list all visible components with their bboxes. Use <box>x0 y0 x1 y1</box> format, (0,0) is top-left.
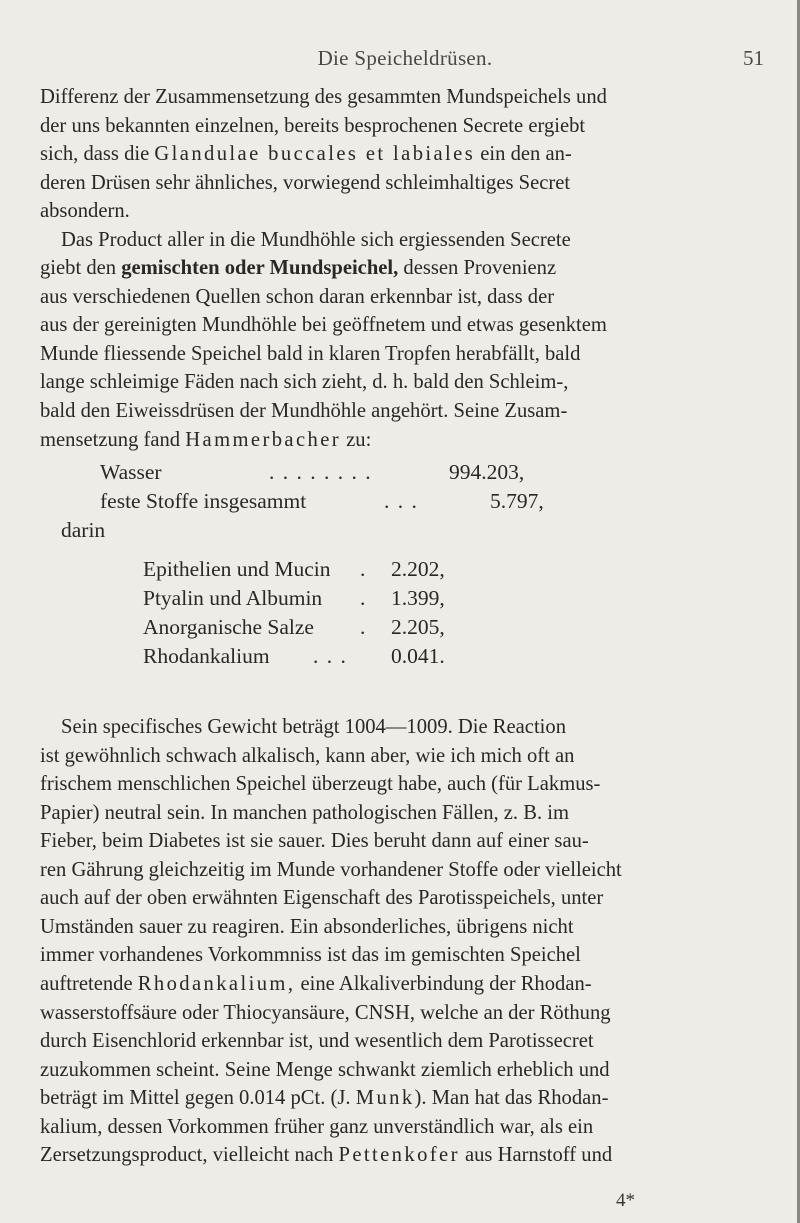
page-number: 51 <box>743 46 764 70</box>
text-line: frischem menschlichen Speichel überzeugt habe, auch (für Lakmus- <box>40 773 601 796</box>
bold-term: gemischten oder Mundspeichel, <box>121 257 399 280</box>
row-value: 0.041. <box>391 644 445 669</box>
author-name: Munk <box>355 1087 415 1110</box>
text-line: ren Gährung gleichzeitig im Munde vorhandener Stoffe oder vielleicht <box>40 858 622 881</box>
row-value: 5.797, <box>490 489 544 514</box>
row-dots: . . . . . . . . <box>269 460 373 485</box>
text-line: aus der gereinigten Mundhöhle bei geöffnetem und etwas gesenktem <box>40 314 607 337</box>
signature-mark: 4* <box>616 1190 635 1211</box>
row-value: 994.203, <box>449 460 525 485</box>
author-name: Pettenkofer <box>338 1144 460 1167</box>
row-label: Epithelien und Mucin <box>143 557 331 582</box>
row-dots: . <box>360 557 366 582</box>
text-line: mensetzung fand Hammerbacher zu: <box>40 428 372 451</box>
text-line: wasserstoffsäure oder Thiocyansäure, CNSH, welche an der Röthung <box>40 1001 611 1024</box>
running-header <box>40 46 770 76</box>
text-line: Munde fliessende Speichel bald in klaren Tropfen herabfällt, bald <box>40 342 581 365</box>
text-line: durch Eisenchlorid erkennbar ist, und wesentlich dem Parotissecret <box>40 1030 594 1053</box>
text-line: Sein specifisches Gewicht beträgt 1004—1009. Die Reaction <box>61 716 566 739</box>
row-dots: . <box>360 586 366 611</box>
spaced-term: Glandulae buccales et labiales <box>154 143 476 166</box>
text-line: zuzukommen scheint. Seine Menge schwankt ziemlich erheblich und <box>40 1058 610 1081</box>
text-line: absondern. <box>40 200 130 223</box>
text-line: immer vorhandenes Vorkommniss ist das im gemischten Speichel <box>40 944 581 967</box>
text-line: bald den Eiweissdrüsen der Mundhöhle angehört. Seine Zusam- <box>40 400 568 423</box>
text-body <box>40 83 766 1170</box>
text-line: auch auf der oben erwähnten Eigenschaft des Parotisspeichels, unter <box>40 887 604 910</box>
running-title: Die Speicheldrüsen. <box>317 46 493 70</box>
row-value: 1.399, <box>391 586 445 611</box>
row-value: 2.202, <box>391 557 445 582</box>
row-dots: . . . <box>313 644 348 669</box>
text-line: beträgt im Mittel gegen 0.014 pCt. (J. Munk). Man hat das Rhodan- <box>40 1087 609 1110</box>
paragraph-1 <box>40 83 766 226</box>
text-line: auftretende Rhodankalium, eine Alkaliverbindung der Rhodan- <box>40 973 592 996</box>
text-line: deren Drüsen sehr ähnliches, vorwiegend schleimhaltiges Secret <box>40 171 571 194</box>
text-line: lange schleimige Fäden nach sich zieht, d. h. bald den Schleim-, <box>40 371 569 394</box>
paragraph-2 <box>40 226 766 454</box>
text-line: giebt den gemischten oder Mundspeichel, dessen Provenienz <box>40 257 557 280</box>
text-line: Umständen sauer zu reagiren. Ein absonderliches, übrigens nicht <box>40 915 574 938</box>
row-dots: . . . <box>384 489 419 514</box>
author-name: Hammerbacher <box>185 428 341 451</box>
text-line: Papier) neutral sein. In manchen pathologischen Fällen, z. B. im <box>40 801 570 824</box>
text-line: Zersetzungsproduct, vielleicht nach Pettenkofer aus Harnstoff und <box>40 1144 613 1167</box>
text-line: Differenz der Zusammensetzung des gesammten Mundspeichels und <box>40 86 607 108</box>
text-line: Das Product aller in die Mundhöhle sich ergiessenden Secrete <box>61 228 571 251</box>
row-label: Wasser <box>100 460 162 485</box>
text-line: aus verschiedenen Quellen schon daran erkennbar ist, dass der <box>40 285 555 308</box>
row-dots: . <box>360 615 366 640</box>
row-label: Rhodankalium <box>143 644 270 669</box>
text-line: der uns bekannten einzelnen, bereits besprochenen Secrete ergiebt <box>40 114 586 137</box>
row-label: feste Stoffe insgesammt <box>100 489 307 514</box>
row-value: 2.205, <box>391 615 445 640</box>
text-line: kalium, dessen Vorkommen früher ganz unverständlich war, als ein <box>40 1115 594 1138</box>
text-line: Fieber, beim Diabetes ist sie sauer. Dies beruht dann auf einer sau- <box>40 830 589 853</box>
text-line: sich, dass die Glandulae buccales et labiales ein den an- <box>40 143 572 166</box>
paragraph-3 <box>40 713 766 1170</box>
text-line: ist gewöhnlich schwach alkalisch, kann aber, wie ich mich oft an <box>40 744 575 767</box>
row-label: Anorganische Salze <box>143 615 314 640</box>
row-label: Ptyalin und Albumin <box>143 586 323 611</box>
composition-table: Wasser . . . . . . . . 994.203, feste Stoffe insgesammt . . . 5.797, darin Epithelien und Mucin . 2.202, Ptyalin und Albumin . 1.399, Anorganische Salze . 2.205, Rhodankalium . . . 0.041. <box>40 454 766 455</box>
spaced-term: Rhodankalium, <box>137 973 296 996</box>
